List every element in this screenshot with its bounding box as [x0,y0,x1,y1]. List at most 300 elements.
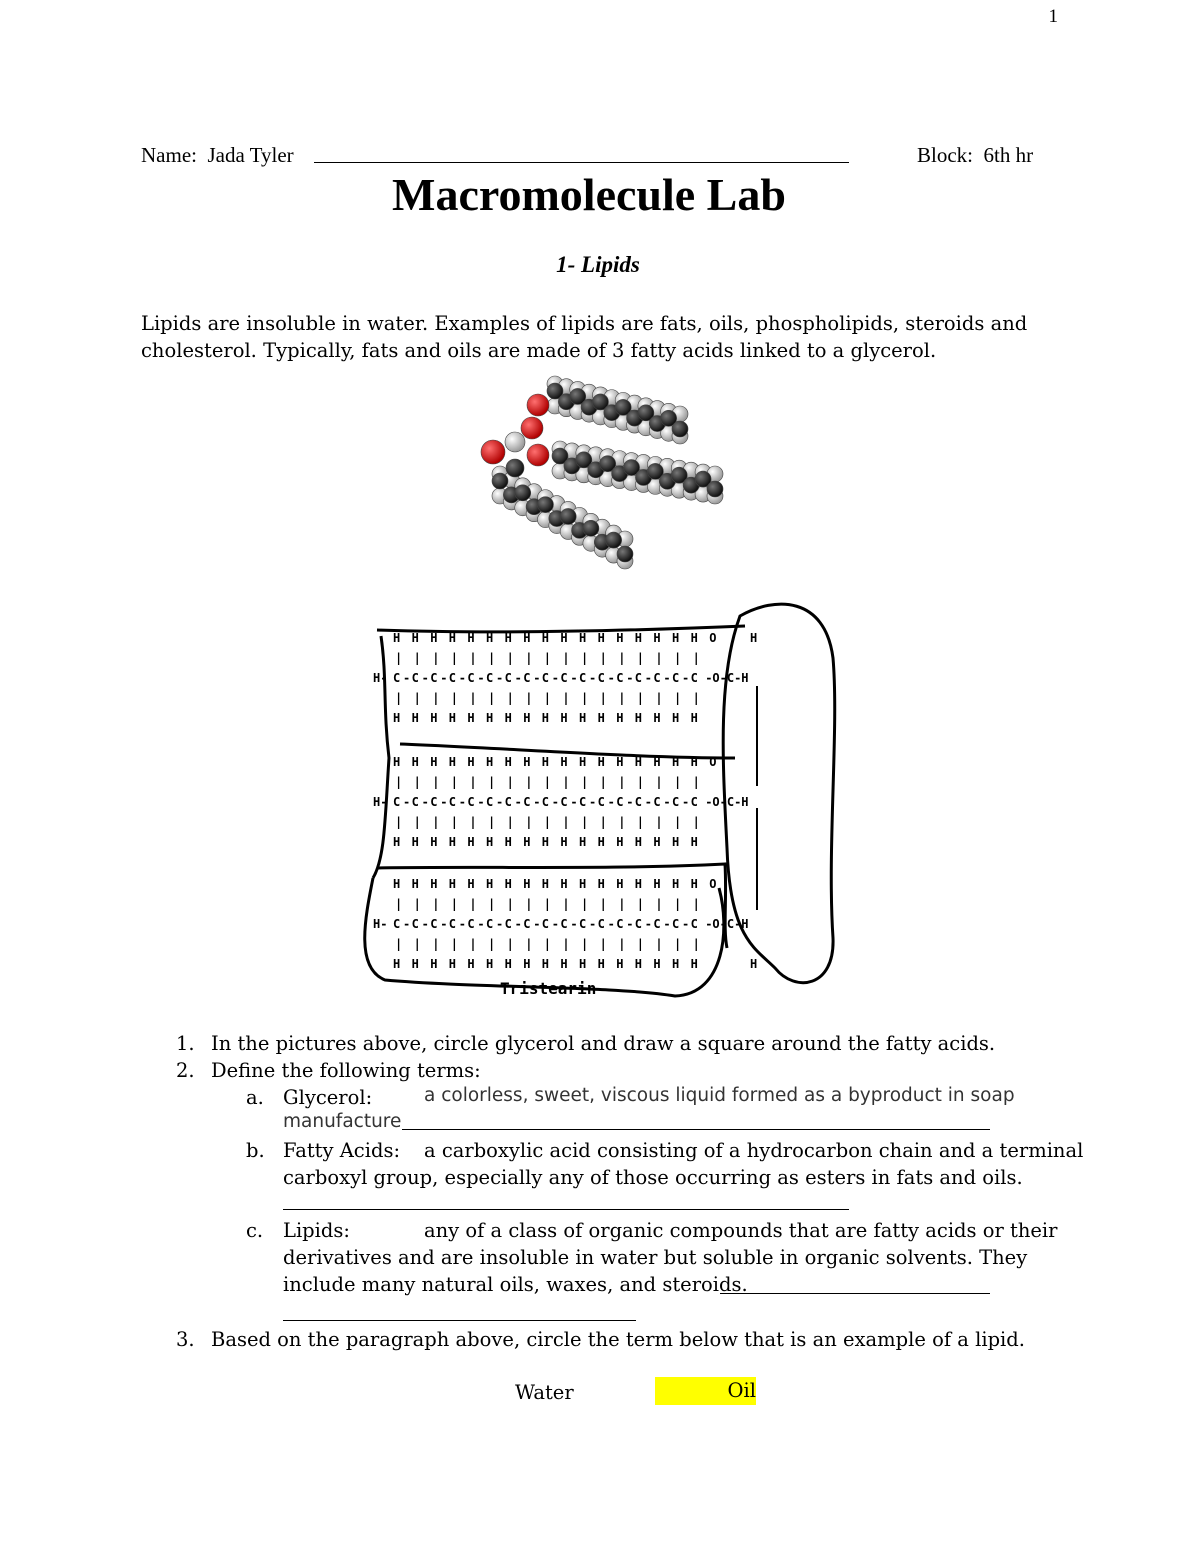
svg-text:|: | [618,937,626,951]
svg-text:H: H [467,711,475,725]
section-heading: 1- Lipids [556,252,640,277]
svg-text:H: H [411,631,419,645]
svg-text:H: H [393,957,401,971]
svg-text:-: - [458,917,467,931]
svg-text:H: H [430,957,438,971]
svg-text:H: H [690,631,698,645]
svg-text:|: | [636,897,645,911]
svg-text:H: H [467,835,475,849]
svg-text:|: | [413,937,421,951]
svg-text:H: H [486,631,494,645]
svg-text:-: - [607,795,615,809]
svg-text:|: | [636,775,645,789]
svg-text:H: H [616,877,624,891]
svg-text:-: - [496,917,504,931]
term-c-answer-2[interactable]: derivatives and are insoluble in water but soluble in organic solvents. They [283,1246,1028,1269]
svg-text:|: | [413,691,421,705]
svg-text:-: - [551,917,560,931]
block-value: 6th hr [983,143,1034,167]
svg-text:|: | [469,897,477,911]
svg-text:C: C [579,795,587,809]
svg-text:|: | [543,691,552,705]
svg-text:|: | [636,651,645,665]
svg-text:|: | [618,815,626,829]
block-label: Block: [917,143,973,167]
svg-text:-O-C-H: -O-C-H [705,671,749,685]
svg-text:H: H [597,631,605,645]
svg-text:H: H [579,835,587,849]
svg-text:H: H [597,835,605,849]
svg-text:-: - [440,795,448,809]
svg-text:H: H [690,711,698,725]
term-b-term: Fatty Acids: [283,1139,401,1162]
svg-text:-: - [458,795,467,809]
block-row [917,143,1033,168]
term-a-answer-2[interactable]: manufacture [283,1111,402,1132]
choice-oil-highlighted[interactable] [655,1377,756,1405]
svg-text:C: C [672,917,680,931]
svg-text:|: | [525,897,533,911]
svg-text:C: C [672,671,680,685]
svg-text:-: - [477,671,485,685]
svg-text:|: | [636,815,645,829]
svg-text:H: H [653,711,661,725]
svg-text:C: C [560,917,568,931]
svg-text:|: | [450,897,459,911]
term-c-term: Lipids: [283,1219,350,1242]
svg-text:-: - [403,917,411,931]
svg-text:|: | [469,691,477,705]
svg-text:H: H [504,957,512,971]
choice-water[interactable]: Water [515,1381,574,1404]
svg-text:H: H [634,957,643,971]
term-a-answer-1[interactable]: a colorless, sweet, viscous liquid formed as a byproduct in soap [424,1085,1015,1106]
svg-text:H: H [393,711,401,725]
svg-text:C: C [672,795,680,809]
svg-text:-: - [607,917,615,931]
svg-text:|: | [395,897,403,911]
svg-text:H: H [653,877,661,891]
svg-text:H: H [560,755,568,769]
svg-text:H: H [672,877,680,891]
svg-text:-: - [496,671,504,685]
svg-text:-: - [440,917,448,931]
svg-text:H: H [541,711,550,725]
svg-text:-: - [663,917,671,931]
svg-text:H: H [486,835,494,849]
svg-text:-: - [533,795,541,809]
svg-text:H: H [597,755,605,769]
q1-number: 1. [176,1032,195,1055]
svg-text:|: | [506,937,514,951]
svg-text:H: H [634,877,643,891]
svg-text:O: O [709,755,717,769]
svg-text:|: | [543,775,552,789]
svg-text:H-: H- [373,795,388,809]
svg-text:|: | [618,651,626,665]
svg-text:H: H [690,957,698,971]
svg-text:|: | [581,815,589,829]
svg-text:H: H [560,631,568,645]
svg-text:|: | [636,691,645,705]
svg-text:|: | [543,815,552,829]
svg-text:|: | [581,937,589,951]
svg-text:C: C [411,917,419,931]
svg-text:|: | [488,691,496,705]
svg-text:H: H [393,755,401,769]
svg-text:C: C [523,917,531,931]
svg-text:|: | [562,651,570,665]
svg-text:|: | [674,815,682,829]
svg-text:-: - [644,671,653,685]
svg-text:C: C [411,795,419,809]
svg-text:|: | [618,775,626,789]
term-a-term: Glycerol: [283,1086,373,1109]
svg-text:H: H [467,755,475,769]
svg-text:H: H [467,631,475,645]
intro-line-1: Lipids are insoluble in water. Examples of lipids are fats, oils, phospholipids, steroids and [141,312,1028,335]
term-b-underline [283,1209,849,1210]
svg-text:H: H [448,631,457,645]
term-b-answer-1[interactable]: a carboxylic acid consisting of a hydrocarbon chain and a terminal [424,1139,1084,1162]
svg-text:|: | [674,651,682,665]
svg-text:O: O [709,877,717,891]
svg-text:|: | [562,775,570,789]
svg-text:|: | [506,691,514,705]
svg-text:|: | [599,775,607,789]
svg-text:H: H [430,631,438,645]
svg-text:-: - [458,671,467,685]
svg-text:H: H [467,957,475,971]
svg-text:H: H [430,877,438,891]
name-row [141,143,294,168]
svg-text:H: H [597,957,605,971]
svg-text:H: H [672,711,680,725]
svg-text:-: - [514,795,522,809]
svg-text:|: | [674,897,682,911]
svg-text:H: H [411,877,419,891]
svg-text:|: | [506,897,514,911]
svg-text:H: H [486,957,494,971]
term-c-answer-1[interactable]: any of a class of organic compounds that are fatty acids or their [424,1219,1058,1242]
svg-text:H: H [579,957,587,971]
svg-text:|: | [469,775,477,789]
svg-text:|: | [543,937,552,951]
svg-text:H: H [750,631,758,645]
svg-text:H: H [634,835,643,849]
svg-text:H: H [653,835,661,849]
svg-text:|: | [488,897,496,911]
svg-text:C: C [448,795,457,809]
svg-text:-: - [626,795,634,809]
svg-text:-: - [496,795,504,809]
svg-text:H: H [579,631,587,645]
svg-text:H: H [523,631,531,645]
q3-number: 3. [176,1328,195,1351]
svg-text:-: - [607,671,615,685]
svg-text:|: | [432,897,440,911]
svg-text:|: | [618,897,626,911]
svg-text:|: | [655,691,663,705]
q2-number: 2. [176,1059,195,1082]
svg-text:-: - [533,917,541,931]
svg-text:H: H [504,877,512,891]
q3-text: Based on the paragraph above, circle the term below that is an example of a lipid. [211,1328,1025,1351]
term-a-label: a. [246,1086,264,1109]
svg-text:-: - [644,795,653,809]
svg-text:H: H [523,835,531,849]
svg-text:-: - [626,671,634,685]
svg-text:-: - [682,795,690,809]
svg-text:H: H [690,835,698,849]
svg-text:|: | [450,691,459,705]
svg-text:H: H [448,711,457,725]
svg-text:H: H [560,835,568,849]
svg-text:|: | [469,937,477,951]
svg-text:C: C [411,671,419,685]
svg-text:C: C [486,917,494,931]
svg-text:H: H [616,835,624,849]
svg-text:C: C [523,795,531,809]
svg-text:C: C [448,671,457,685]
page-title: Macromolecule Lab [392,169,786,220]
svg-text:-: - [663,671,671,685]
svg-text:H: H [504,755,512,769]
svg-text:H: H [411,957,419,971]
svg-text:-: - [421,917,429,931]
svg-text:-: - [403,795,411,809]
svg-text:-: - [589,671,597,685]
svg-text:-O-C-H: -O-C-H [705,917,749,931]
svg-text:C: C [653,671,661,685]
svg-text:|: | [581,897,589,911]
svg-text:C: C [634,917,643,931]
svg-text:H: H [597,877,605,891]
svg-text:C: C [690,917,698,931]
svg-text:|: | [525,815,533,829]
svg-text:|: | [692,897,700,911]
svg-text:H: H [411,755,419,769]
name-underline[interactable] [314,162,849,163]
svg-text:-: - [570,795,578,809]
svg-text:C: C [616,917,624,931]
diagram-caption: Tristearin [500,979,597,998]
term-c-label: c. [246,1219,264,1242]
svg-text:C: C [541,795,550,809]
svg-text:|: | [432,651,440,665]
svg-text:-: - [421,671,429,685]
svg-text:|: | [432,691,440,705]
svg-text:C: C [393,795,401,809]
svg-text:C: C [504,795,512,809]
svg-text:C: C [634,795,643,809]
svg-text:C: C [597,917,605,931]
svg-text:|: | [432,815,440,829]
svg-text:H: H [750,957,758,971]
svg-text:H: H [523,755,531,769]
tristearin-structural-diagram [355,598,845,1000]
svg-text:H: H [411,711,419,725]
term-a-underline [402,1129,990,1130]
svg-text:H: H [411,835,419,849]
svg-text:-: - [477,917,485,931]
svg-text:-: - [440,671,448,685]
svg-text:|: | [562,937,570,951]
svg-text:|: | [488,815,496,829]
svg-text:-: - [514,917,522,931]
svg-text:H: H [579,877,587,891]
svg-text:C: C [430,671,438,685]
svg-text:H: H [541,755,550,769]
svg-text:|: | [692,937,700,951]
term-b-label: b. [246,1139,265,1162]
svg-text:H: H [393,835,401,849]
svg-text:|: | [674,775,682,789]
choice-oil: Oil [727,1379,756,1402]
svg-text:|: | [655,815,663,829]
svg-text:|: | [562,897,570,911]
svg-text:C: C [560,671,568,685]
svg-text:C: C [597,671,605,685]
term-c-underline-1 [720,1293,990,1294]
svg-text:H: H [504,711,512,725]
svg-text:-: - [663,795,671,809]
svg-text:|: | [692,815,700,829]
svg-text:C: C [467,917,475,931]
svg-text:C: C [653,795,661,809]
svg-text:C: C [690,671,698,685]
svg-text:H: H [541,957,550,971]
svg-text:H: H [672,631,680,645]
term-c-underline-2 [283,1320,636,1321]
svg-text:H-: H- [373,671,388,685]
svg-text:H: H [541,877,550,891]
svg-text:H: H [616,711,624,725]
svg-text:O: O [709,631,717,645]
svg-text:-: - [421,795,429,809]
svg-text:|: | [599,651,607,665]
triglyceride-space-filling-model [470,370,730,575]
svg-text:H: H [523,711,531,725]
svg-text:-: - [682,917,690,931]
svg-text:|: | [599,937,607,951]
svg-text:H: H [430,835,438,849]
svg-text:|: | [543,651,552,665]
svg-text:|: | [395,691,403,705]
svg-text:|: | [450,775,459,789]
svg-text:-: - [403,671,411,685]
name-value: Jada Tyler [207,143,294,167]
svg-text:H: H [448,957,457,971]
svg-text:|: | [692,691,700,705]
svg-text:C: C [486,671,494,685]
svg-text:H: H [616,755,624,769]
svg-text:|: | [413,775,421,789]
svg-text:H: H [653,631,661,645]
svg-text:C: C [504,671,512,685]
svg-text:H: H [467,877,475,891]
svg-text:|: | [692,775,700,789]
svg-text:C: C [541,671,550,685]
svg-text:H: H [616,957,624,971]
svg-text:H: H [690,877,698,891]
svg-text:-O-C-H: -O-C-H [705,795,749,809]
svg-text:|: | [395,937,403,951]
name-label: Name: [141,143,197,167]
svg-text:C: C [579,671,587,685]
svg-text:-: - [551,795,560,809]
term-b-answer-2[interactable]: carboxyl group, especially any of those occurring as esters in fats and oils. [283,1166,1023,1189]
svg-text:C: C [504,917,512,931]
svg-text:H: H [672,755,680,769]
svg-text:H: H [448,755,457,769]
svg-text:|: | [488,775,496,789]
page-number: 1 [1048,6,1058,27]
svg-text:C: C [616,671,624,685]
svg-text:C: C [597,795,605,809]
svg-text:|: | [581,651,589,665]
svg-text:-: - [570,671,578,685]
svg-text:|: | [674,691,682,705]
svg-text:|: | [543,897,552,911]
svg-text:|: | [655,651,663,665]
svg-text:|: | [395,651,403,665]
svg-text:C: C [467,795,475,809]
svg-text:|: | [525,937,533,951]
svg-text:|: | [599,691,607,705]
svg-text:|: | [525,775,533,789]
svg-text:C: C [430,795,438,809]
svg-text:H: H [690,755,698,769]
svg-text:H: H [597,711,605,725]
svg-text:|: | [692,651,700,665]
svg-text:|: | [525,651,533,665]
svg-text:H: H [653,755,661,769]
svg-text:H: H [672,835,680,849]
svg-text:C: C [448,917,457,931]
svg-text:H: H [486,877,494,891]
q1-text: In the pictures above, circle glycerol and draw a square around the fatty acids. [211,1032,996,1055]
svg-text:H: H [634,631,643,645]
svg-text:|: | [469,815,477,829]
glycerol-circle [723,604,835,983]
svg-text:H: H [560,957,568,971]
svg-text:-: - [551,671,560,685]
svg-text:-: - [477,795,485,809]
svg-text:H-: H- [373,917,388,931]
svg-text:-: - [682,671,690,685]
svg-text:|: | [450,651,459,665]
svg-text:H: H [541,631,550,645]
intro-line-2: cholesterol. Typically, fats and oils are made of 3 fatty acids linked to a glycerol. [141,339,937,362]
svg-text:C: C [523,671,531,685]
svg-text:|: | [450,937,459,951]
svg-text:|: | [581,691,589,705]
svg-text:H: H [523,877,531,891]
svg-text:C: C [467,671,475,685]
svg-text:H: H [579,755,587,769]
svg-text:C: C [653,917,661,931]
svg-text:H: H [560,877,568,891]
svg-text:H: H [486,711,494,725]
term-c-answer-3[interactable]: include many natural oils, waxes, and steroids. [283,1273,748,1296]
svg-text:|: | [581,775,589,789]
svg-text:H: H [634,711,643,725]
svg-text:H: H [634,755,643,769]
svg-text:H: H [430,711,438,725]
svg-text:-: - [626,917,634,931]
svg-text:C: C [616,795,624,809]
